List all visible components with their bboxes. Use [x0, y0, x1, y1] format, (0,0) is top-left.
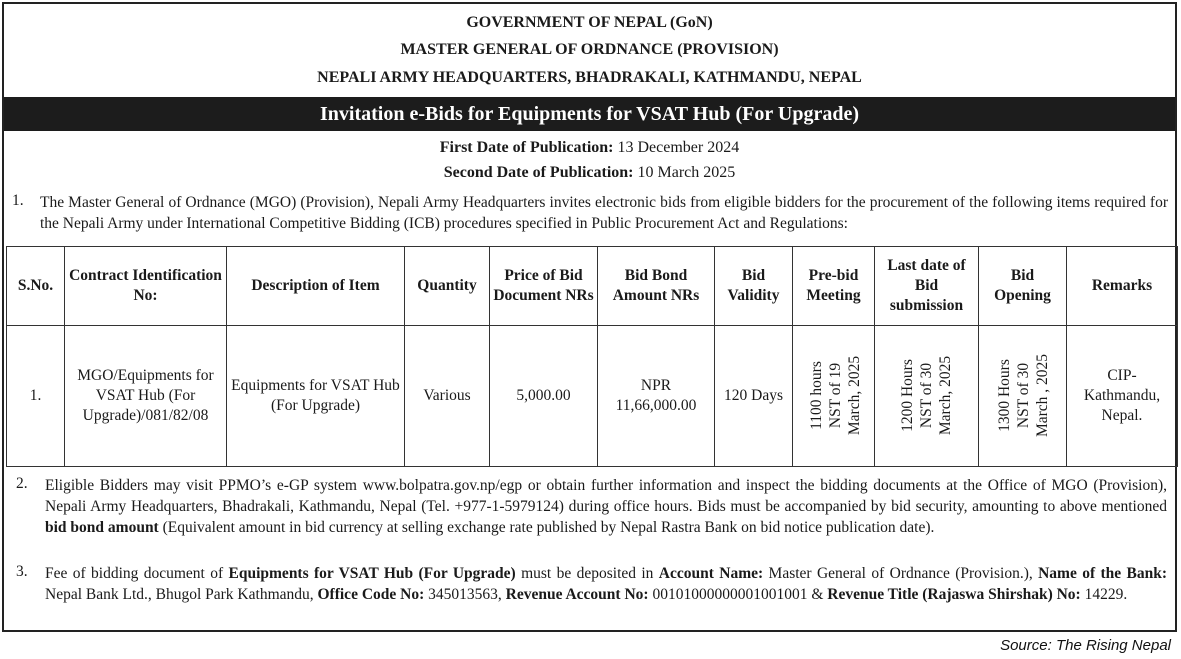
para3-t1: Fee of bidding document of	[45, 565, 229, 582]
cell-description: Equipments for VSAT Hub (For Upgrade)	[227, 326, 405, 467]
first-publication-value: 13 December 2024	[617, 139, 740, 156]
source-credit: Source: The Rising Nepal	[1000, 637, 1171, 654]
para3-b2: Account Name:	[658, 565, 764, 582]
lastdate-rotated	[898, 356, 955, 435]
cell-lastdate	[875, 326, 979, 467]
para3-t4: Nepal Bank Ltd., Bhugol Park Kathmandu,	[45, 586, 318, 603]
lastdate-line-3: March, 2025	[936, 355, 954, 436]
para3-t3: Master General of Ordnance (Provision.),	[763, 565, 1039, 582]
col-sno: S.No.	[7, 247, 65, 326]
bid-table	[6, 246, 1178, 467]
notice-title: Invitation e-Bids for Equipments for VSAT Hub (For Upgrade)	[4, 97, 1175, 131]
para3-b1: Equipments for VSAT Hub (For Upgrade)	[228, 565, 516, 582]
para1-number: 1.	[12, 192, 24, 209]
cell-price: 5,000.00	[490, 326, 598, 467]
cell-contract: MGO/Equipments for VSAT Hub (For Upgrade)/081/82/08	[65, 326, 227, 467]
para2-part-b: (Equivalent amount in bid currency at selling exchange rate published by Nepal Rastra Bank on bid notice publication date).	[158, 519, 935, 536]
col-remarks: Remarks	[1067, 247, 1178, 326]
cell-validity: 120 Days	[715, 326, 793, 467]
para3-b3: Name of the Bank:	[1038, 565, 1167, 582]
first-publication	[4, 139, 1175, 157]
prebid-rotated	[807, 356, 864, 435]
para3-text	[45, 563, 1167, 605]
para3-t5: 345013563,	[424, 586, 506, 603]
second-publication	[4, 164, 1175, 182]
col-validity: Bid Validity	[715, 247, 793, 326]
prebid-line-1: 1100 hours	[808, 361, 826, 430]
col-lastdate: Last date of Bid submission	[875, 247, 979, 326]
lastdate-line-2: NST of 30	[917, 362, 935, 429]
table-row	[7, 326, 1178, 467]
para2-number: 2.	[16, 475, 28, 492]
col-prebid: Pre-bid Meeting	[793, 247, 875, 326]
col-bond: Bid Bond Amount NRs	[598, 247, 715, 326]
header-line-3: NEPALI ARMY HEADQUARTERS, BHADRAKALI, KATHMANDU, NEPAL	[317, 69, 862, 86]
header-line-1: GOVERNMENT OF NEPAL (GoN)	[466, 14, 713, 31]
cell-sno: 1.	[7, 326, 65, 467]
prebid-line-2: NST of 19	[827, 362, 845, 429]
lastdate-line-1: 1200 Hours	[898, 359, 916, 432]
para3-number: 3.	[16, 563, 28, 580]
para3-b4: Office Code No:	[317, 586, 425, 603]
para2-part-a: Eligible Bidders may visit PPMO’s e-GP system www.bolpatra.gov.np/egp or obtain further information and inspect the bidding documents at the Office of MGO (Provision), Nepali Army Headquarters, Bhadrakali, Kathmandu, Nepal (Tel. +977-1-5979124) during office hours. Bids must be accompanied by bid security, amounting to above mentioned	[45, 477, 1167, 515]
opening-line-2: NST of 30	[1015, 362, 1033, 429]
table-header-row	[7, 247, 1178, 326]
para1-text: The Master General of Ordnance (MGO) (Provision), Nepali Army Headquarters invites electronic bids from eligible bidders for the procurement of the following items required for the Nepali Army under International Competitive Bidding (ICB) procedures specified in Public Procurement Act and Regulations:	[40, 194, 1168, 232]
second-publication-value: 10 March 2025	[637, 164, 736, 181]
para3-t7: 14229.	[1080, 586, 1128, 603]
opening-line-1: 1300 Hours	[996, 359, 1014, 432]
col-description: Description of Item	[227, 247, 405, 326]
para3-b5: Revenue Account No:	[505, 586, 649, 603]
first-publication-label: First Date of Publication:	[439, 139, 614, 156]
header-line-2: MASTER GENERAL OF ORDNANCE (PROVISION)	[400, 41, 779, 58]
col-contract: Contract Identification No:	[65, 247, 227, 326]
para3-t6: 00101000000001001001 &	[648, 586, 828, 603]
col-price: Price of Bid Document NRs	[490, 247, 598, 326]
cell-quantity: Various	[405, 326, 490, 467]
prebid-line-3: March, 2025	[846, 355, 864, 436]
cell-remarks: CIP-Kathmandu, Nepal.	[1067, 326, 1178, 467]
para2-bold: bid bond amount	[45, 519, 159, 536]
col-opening: Bid Opening	[979, 247, 1067, 326]
para3-t2: must be deposited in	[515, 565, 659, 582]
para3-b6: Revenue Title (Rajaswa Shirshak) No:	[827, 586, 1081, 603]
cell-prebid	[793, 326, 875, 467]
opening-line-3: March , 2025	[1034, 353, 1052, 438]
second-publication-label: Second Date of Publication:	[443, 164, 634, 181]
cell-opening	[979, 326, 1067, 467]
bid-notice	[2, 2, 1177, 632]
cell-bond: NPR 11,66,000.00	[598, 326, 715, 467]
col-quantity: Quantity	[405, 247, 490, 326]
para2-text	[45, 475, 1167, 538]
opening-rotated	[995, 354, 1052, 437]
